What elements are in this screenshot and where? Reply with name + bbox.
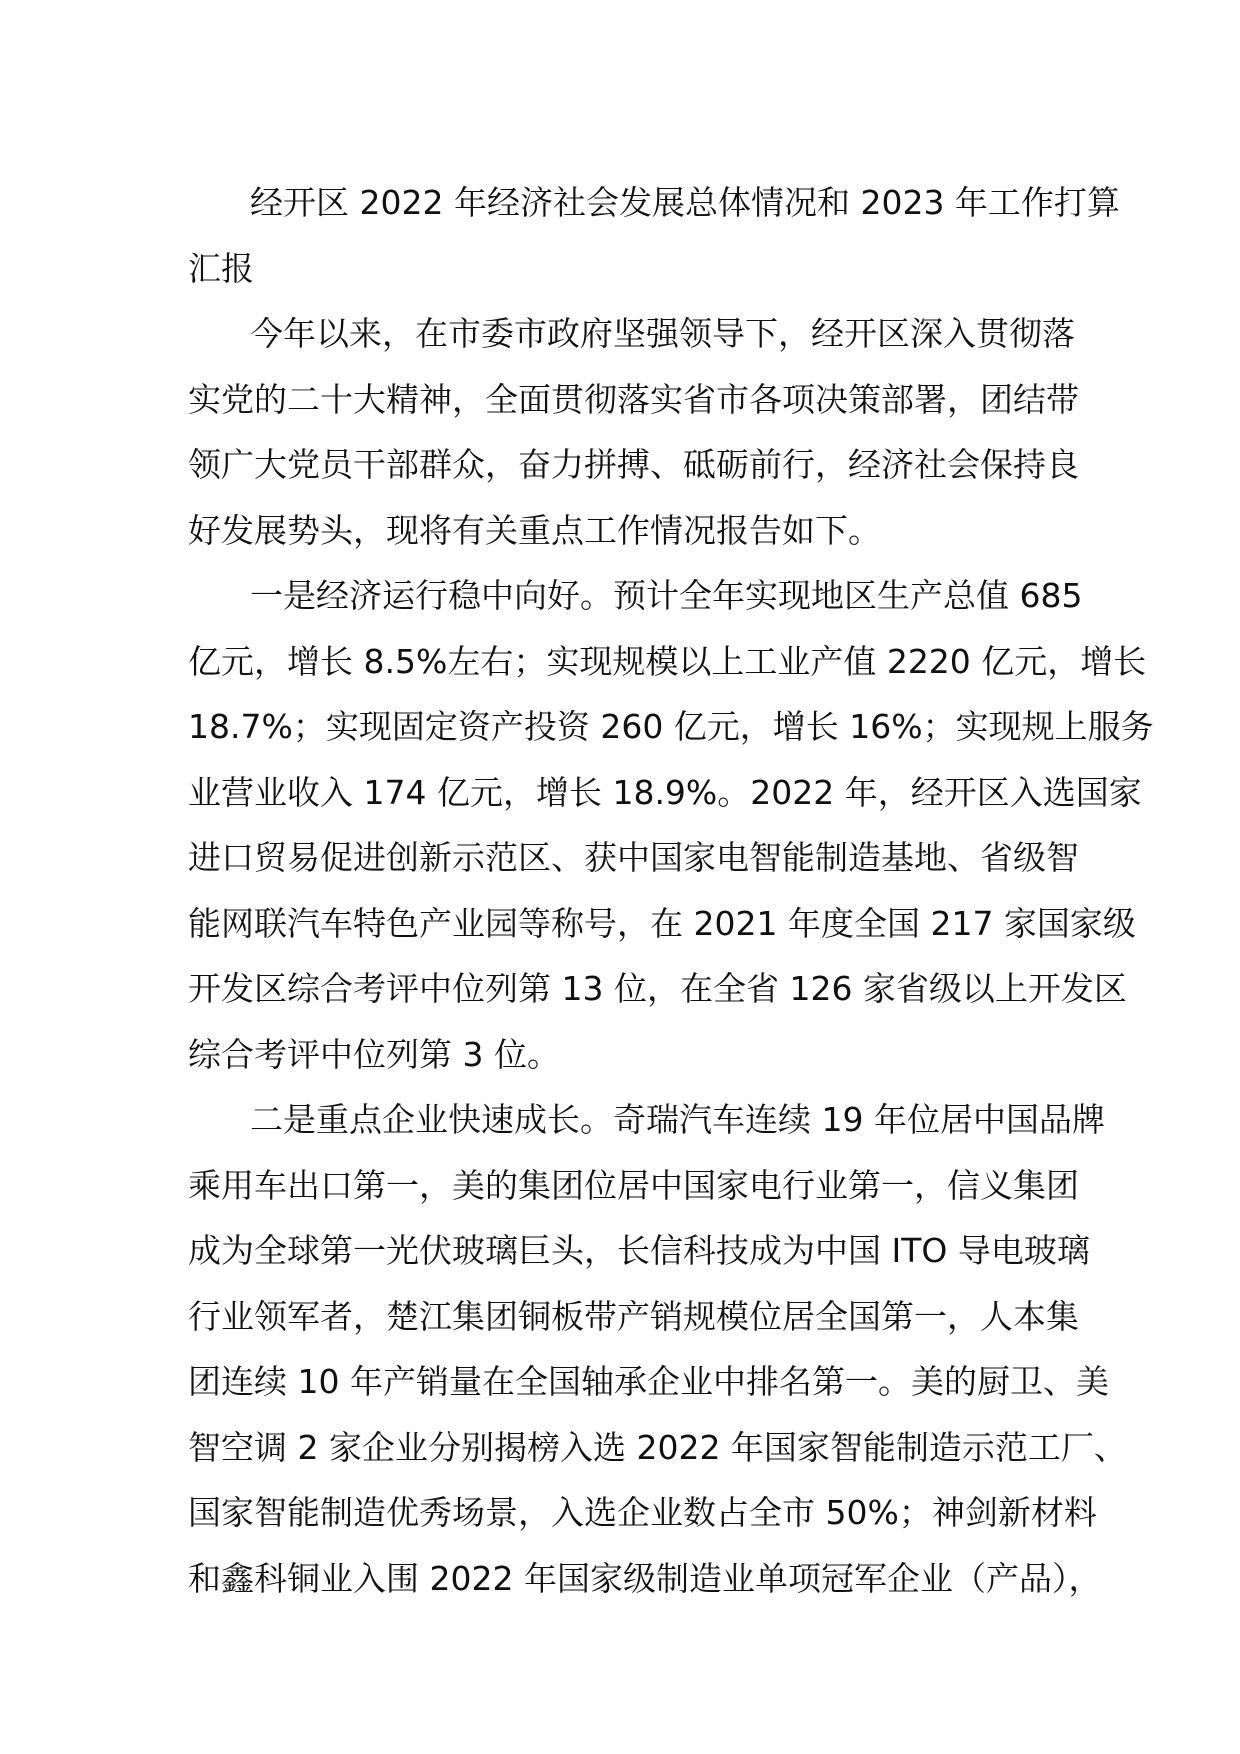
paragraph-3-line-1: 二是重点企业快速成长。奇瑞汽车连续 19 年位居中国品牌 <box>250 1100 1105 1139</box>
paragraph-3-line-5: 团连续 10 年产销量在全国轴承企业中排名第一。美的厨卫、美 <box>188 1362 1109 1401</box>
paragraph-2-line-4: 业营业收入 174 亿元，增长 18.9%。2022 年，经开区入选国家 <box>188 772 1142 812</box>
paragraph-3-line-4: 行业领军者，楚江集团铜板带产销规模位居全国第一，人本集 <box>188 1296 1079 1336</box>
paragraph-1-line-3: 领广大党员干部群众，奋力拼搏、砥砺前行，经济社会保持良 <box>188 445 1079 484</box>
paragraph-2-line-7: 开发区综合考评中位列第 13 位，在全省 126 家省级以上开发区 <box>188 969 1127 1008</box>
paragraph-2-line-6: 能网联汽车特色产业园等称号，在 2021 年度全国 217 家国家级 <box>188 903 1136 943</box>
paragraph-2-line-2: 亿元，增长 8.5%左右；实现规模以上工业产值 2220 亿元，增长 <box>188 641 1147 681</box>
paragraph-1-line-2: 实党的二十大精神，全面贯彻落实省市各项决策部署，团结带 <box>188 379 1079 419</box>
document-title-line-1: 经开区 2022 年经济社会发展总体情况和 2023 年工作打算 <box>250 183 1120 222</box>
document-body <box>188 170 1154 1611</box>
document-title-line-2: 汇报 <box>188 248 254 288</box>
paragraph-1-line-4: 好发展势头，现将有关重点工作情况报告如下。 <box>188 510 881 550</box>
paragraph-3-line-7: 国家智能制造优秀场景，入选企业数占全市 50%；神剑新材料 <box>188 1493 1097 1532</box>
paragraph-2-line-1: 一是经济运行稳中向好。预计全年实现地区生产总值 685 <box>250 576 1083 615</box>
paragraph-3-line-3: 成为全球第一光伏玻璃巨头，长信科技成为中国 ITO 导电玻璃 <box>188 1231 1090 1270</box>
paragraph-3-line-8: 和鑫科铜业入围 2022 年国家级制造业单项冠军企业（产品）， <box>188 1558 1102 1598</box>
paragraph-2-line-3: 18.7%；实现固定资产投资 260 亿元，增长 16%；实现规上服务 <box>188 707 1154 746</box>
paragraph-3-line-2: 乘用车出口第一，美的集团位居中国家电行业第一，信义集团 <box>188 1165 1079 1205</box>
paragraph-2-line-8: 综合考评中位列第 3 位。 <box>188 1034 560 1074</box>
paragraph-3-line-6: 智空调 2 家企业分别揭榜入选 2022 年国家智能制造示范工厂、 <box>188 1427 1127 1467</box>
paragraph-2-line-5: 进口贸易促进创新示范区、获中国家电智能制造基地、省级智 <box>188 838 1079 877</box>
paragraph-1-line-1: 今年以来，在市委市政府坚强领导下，经开区深入贯彻落 <box>250 314 1075 353</box>
